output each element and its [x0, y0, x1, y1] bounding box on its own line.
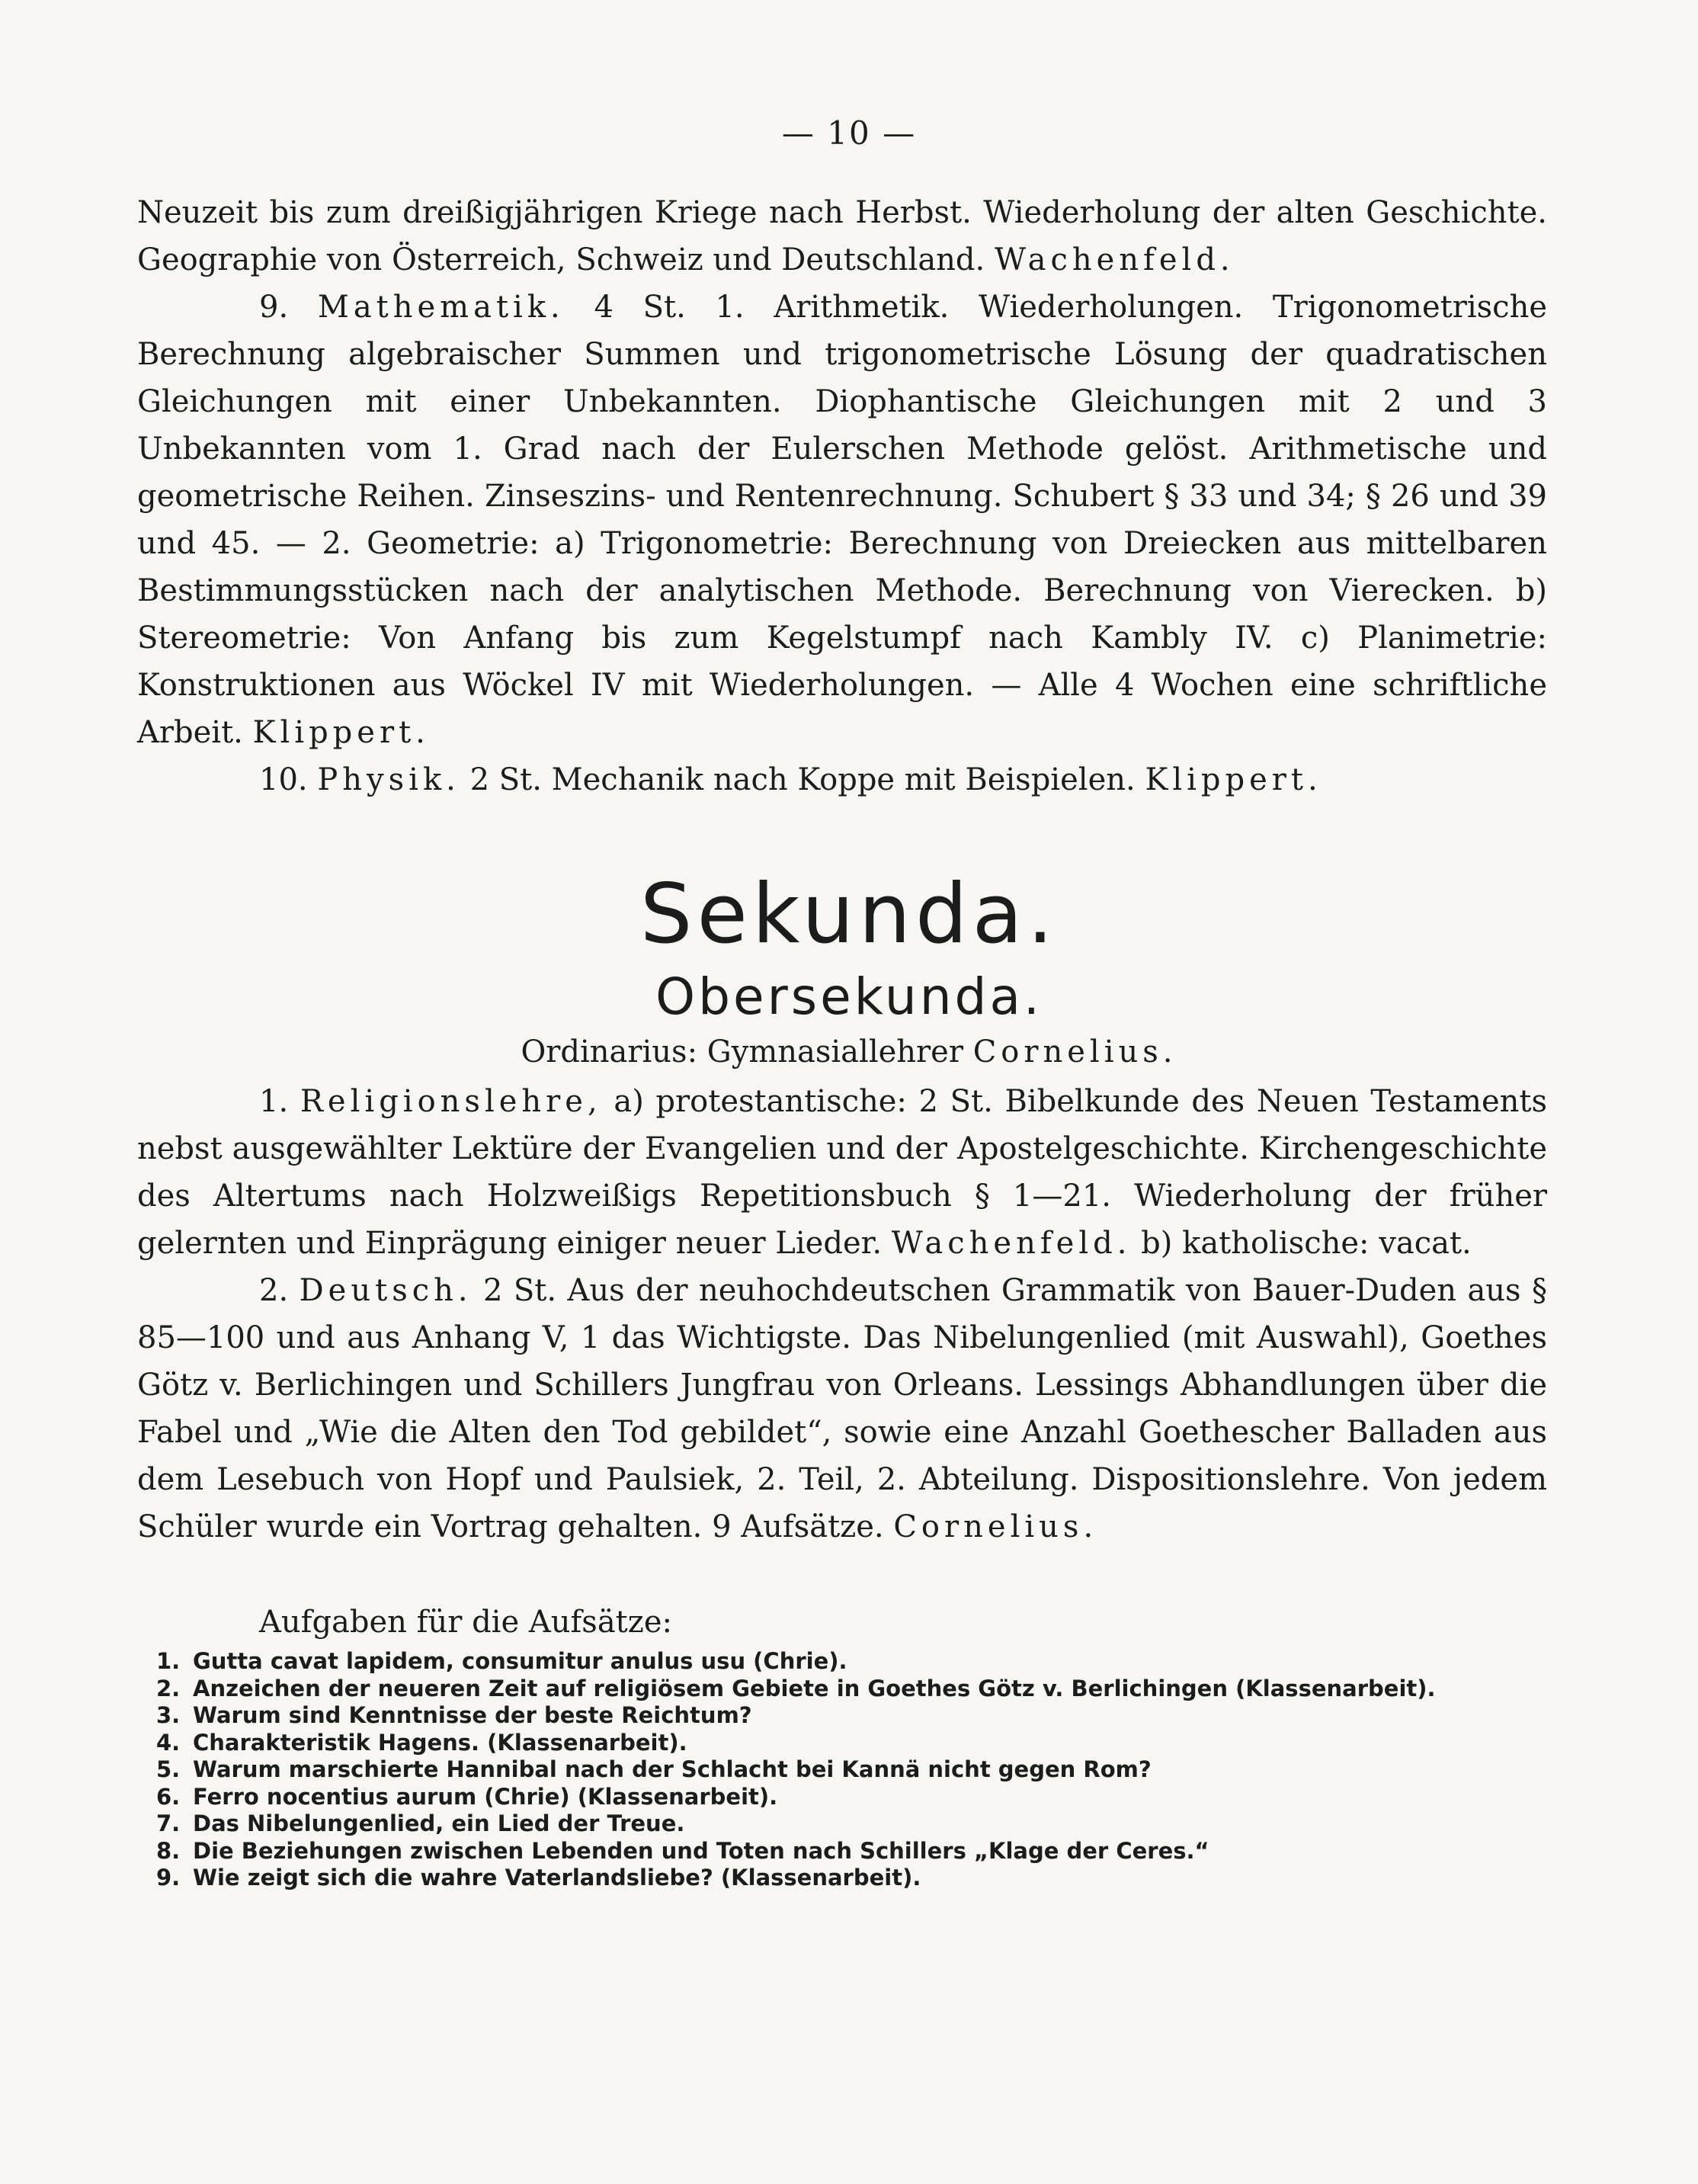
- teacher-name: Klippert.: [252, 715, 430, 750]
- task-list: [156, 1648, 1528, 1892]
- paragraph-mathematik: [137, 284, 1547, 756]
- paragraph-number: 1.: [259, 1084, 289, 1119]
- task-text: Anzeichen der neueren Zeit auf religiösem Gebiete in Goethes Götz v. Berlichingen (Klassenarbeit).: [193, 1675, 1436, 1701]
- paragraph-text: 2 St. Aus der neuhochdeutschen Grammatik von Bauer-Duden aus § 85—100 und aus Anhang V, 1 das Wichtigste. Das Nibelungenlied (mit Auswahl), Goethes Götz v. Berlichingen und Schillers Jungfrau von Orleans. Lessings Abhandlungen über die Fabel und „Wie die Alten den Tod gebildet“, sowie eine Anzahl Goethescher Balladen aus dem Lesebuch von Hopf und Paulsiek, 2. Teil, 2. Abteilung. Dispositionslehre. Von jedem Schüler wurde ein Vortrag gehalten. 9 Aufsätze.: [137, 1273, 1548, 1544]
- paragraph-number: 9.: [259, 290, 289, 325]
- subject-title: Mathematik.: [317, 290, 565, 325]
- task-number: 3.: [156, 1702, 181, 1728]
- list-item: [156, 1702, 1528, 1730]
- upper-text-block: [137, 189, 1547, 803]
- task-text: Die Beziehungen zwischen Lebenden und Toten nach Schillers „Klage der Ceres.“: [193, 1837, 1209, 1864]
- paragraph-text: a) protestantische: 2 St. Bibelkunde des Neuen Testaments nebst ausgewählter Lektüre der Evangelien und der Apostelgeschichte. Kirchengeschichte des Altertums nach Holzweißigs Repetitionsbuch § 1—21. Wiederholung der früher gelernten und Einprägung einiger neuer Lieder.: [137, 1084, 1547, 1261]
- list-item: [156, 1756, 1528, 1784]
- paragraph-geschichte: [137, 189, 1547, 284]
- task-text: Wie zeigt sich die wahre Vaterlandsliebe? (Klassenarbeit).: [193, 1865, 921, 1891]
- paragraph-number: 2.: [259, 1273, 289, 1308]
- paragraph-text: 4 St. 1. Arithmetik. Wiederholungen. Trigonometrische Berechnung algebraischer Summen und trigonometrische Lösung der quadratischen Gleichungen mit einer Unbekannten. Diophantische Gleichungen mit 2 und 3 Unbekannten vom 1. Grad nach der Eulerschen Methode gelöst. Arithmetische und geometrische Reihen. Zinseszins- und Rentenrechnung. Schubert § 33 und 34; § 26 und 39 und 45. — 2. Geometrie: a) Trigonometrie: Berechnung von Dreiecken aus mittelbaren Bestimmungsstücken nach der analytischen Methode. Berechnung von Vierecken. b) Stereometrie: Von Anfang bis zum Kegelstumpf nach Kambly IV. c) Planimetrie: Konstruktionen aus Wöckel IV mit Wiederholungen. — Alle 4 Wochen eine schriftliche Arbeit.: [137, 290, 1548, 750]
- tasks-heading: Aufgaben für die Aufsätze:: [259, 1605, 672, 1640]
- list-item: [156, 1648, 1528, 1676]
- page-number: — 10 —: [781, 114, 917, 152]
- teacher-name: Klippert.: [1145, 762, 1322, 797]
- subject-title: Religionslehre,: [300, 1084, 602, 1119]
- subsection-heading: Obersekunda.: [655, 967, 1043, 1026]
- subject-title: Deutsch.: [299, 1273, 473, 1308]
- teacher-name: Cornelius.: [893, 1509, 1098, 1544]
- paragraph-physik: [137, 756, 1547, 803]
- ordinarius-name: Cornelius.: [972, 1034, 1177, 1070]
- list-item: [156, 1838, 1528, 1865]
- task-text: Ferro nocentius aurum (Chrie) (Klassenarbeit).: [193, 1783, 778, 1810]
- task-number: 7.: [156, 1810, 181, 1836]
- task-text: Gutta cavat lapidem, consumitur anulus usu (Chrie).: [193, 1648, 847, 1674]
- task-text: Das Nibelungenlied, ein Lied der Treue.: [193, 1810, 685, 1836]
- task-number: 8.: [156, 1837, 181, 1864]
- paragraph-religion: [137, 1078, 1547, 1267]
- ordinarius-label: Ordinarius: Gymnasiallehrer: [521, 1034, 963, 1070]
- list-item: [156, 1810, 1528, 1838]
- teacher-name: Wachenfeld.: [891, 1226, 1132, 1261]
- paragraph-text: Neuzeit bis zum dreißigjährigen Kriege nach Herbst. Wiederholung der alten Geschichte. Geographie von Österreich, Schweiz und Deutschland.: [137, 195, 1547, 277]
- section-heading: Sekunda.: [639, 867, 1059, 962]
- task-text: Warum marschierte Hannibal nach der Schlacht bei Kannä nicht gegen Rom?: [193, 1756, 1152, 1782]
- list-item: [156, 1730, 1528, 1757]
- paragraph-deutsch: [137, 1267, 1547, 1551]
- task-number: 4.: [156, 1729, 181, 1756]
- list-item: [156, 1784, 1528, 1811]
- list-item: [156, 1676, 1528, 1703]
- task-number: 1.: [156, 1648, 181, 1674]
- ordinarius-line: [0, 1031, 1698, 1073]
- task-number: 2.: [156, 1675, 181, 1701]
- task-text: Warum sind Kenntnisse der beste Reichtum?: [193, 1702, 752, 1728]
- list-item: [156, 1865, 1528, 1892]
- paragraph-text: 2 St. Mechanik nach Koppe mit Beispielen.: [469, 762, 1136, 797]
- task-text: Charakteristik Hagens. (Klassenarbeit).: [193, 1729, 687, 1756]
- task-number: 9.: [156, 1865, 181, 1891]
- task-number: 6.: [156, 1783, 181, 1810]
- paragraph-number: 10.: [259, 762, 308, 797]
- subject-title: Physik.: [317, 762, 460, 797]
- teacher-name: Wachenfeld.: [994, 242, 1235, 277]
- task-number: 5.: [156, 1756, 181, 1782]
- lower-text-block: [137, 1078, 1547, 1551]
- paragraph-text-after: b) katholische: vacat.: [1141, 1226, 1472, 1261]
